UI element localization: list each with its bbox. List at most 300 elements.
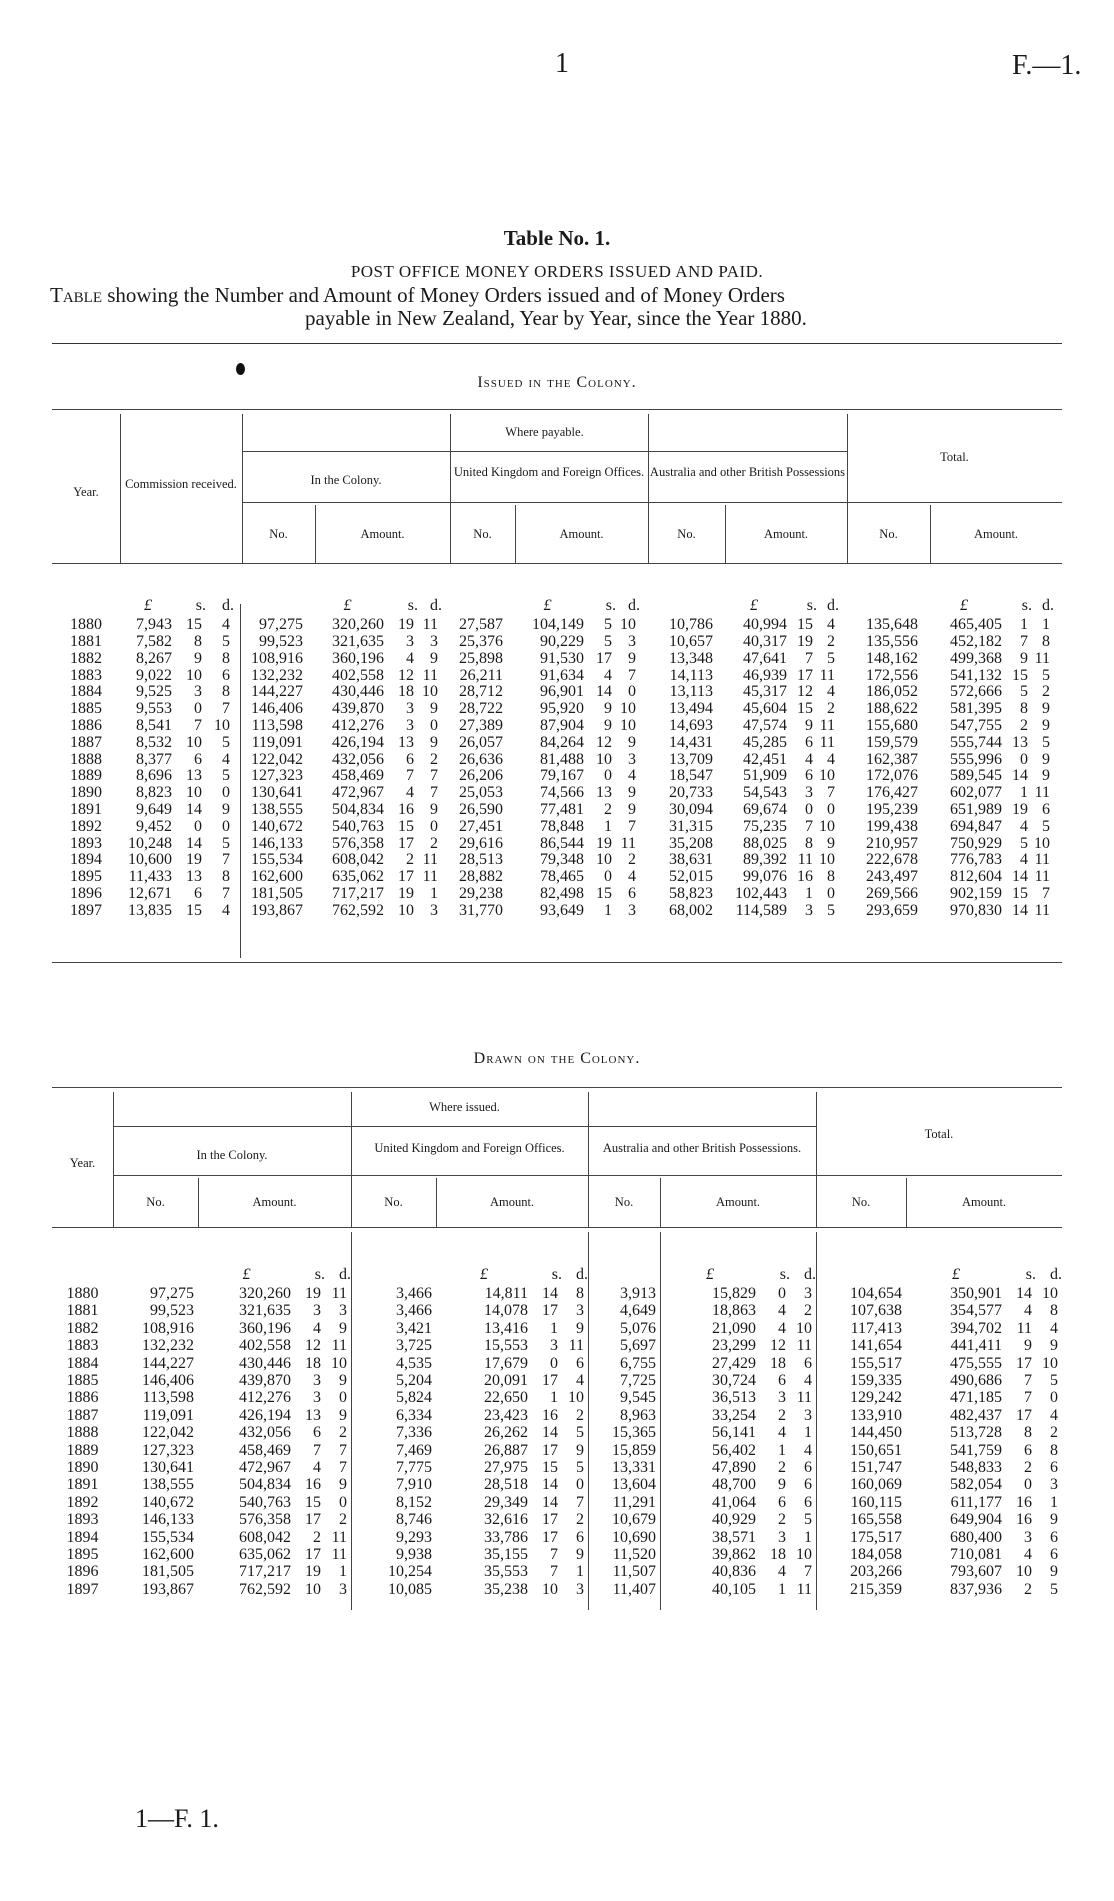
table-cell: 41,064 (712, 1493, 756, 1511)
table-cell: 16 (1016, 1511, 1032, 1529)
col-header-amount: Amount. (489, 1195, 535, 1209)
table-cell: 547,755 (950, 716, 1002, 734)
table-cell: 38,631 (669, 851, 713, 869)
table-cell: 5,076 (620, 1319, 656, 1337)
table-cell: 9 (805, 716, 813, 734)
table-cell: 6 (628, 884, 636, 902)
table-cell: 0 (827, 800, 835, 818)
table-cell: 13,113 (669, 683, 713, 701)
table-cell: 4 (804, 1372, 812, 1390)
table-cell: 35,238 (484, 1580, 528, 1598)
col-header-total: Total. (924, 1127, 954, 1141)
table-cell: 14 (596, 683, 612, 701)
table-cell: 108,916 (142, 1319, 194, 1337)
table-cell: 52,015 (669, 868, 713, 886)
table-cell: 45,285 (743, 733, 787, 751)
table-cell: 10 (398, 901, 414, 919)
table-cell: 11 (797, 851, 813, 869)
table-cell: 86,544 (540, 834, 584, 852)
table-cell: 14,811 (484, 1285, 528, 1303)
table-cell: 127,323 (142, 1441, 194, 1459)
table-cell: 75,235 (743, 817, 787, 835)
table-cell: 0 (430, 817, 438, 835)
table-cell: 499,368 (950, 649, 1002, 667)
table-cell: 54,543 (743, 784, 787, 802)
table-cell: 3,913 (620, 1285, 656, 1303)
table-cell: 9 (194, 649, 202, 667)
table-cell: 4 (1020, 817, 1028, 835)
table-cell: 471,185 (950, 1389, 1002, 1407)
table-cell: 77,481 (540, 800, 584, 818)
table-cell: 17,679 (484, 1354, 528, 1372)
table-cell: 5 (604, 616, 612, 634)
table-cell: 2 (339, 1511, 347, 1529)
blank-cell (52, 1264, 113, 1285)
table-row (52, 701, 1054, 718)
table-cell: 10,786 (669, 616, 713, 634)
blank-cell (839, 596, 922, 617)
col-header-amount: Amount. (763, 527, 809, 541)
table-cell: 13 (305, 1406, 321, 1424)
table-cell: 28,513 (459, 851, 503, 869)
table-cell: 144,227 (251, 683, 303, 701)
table-cell: 8 (1024, 1424, 1032, 1442)
table-cell: 837,936 (950, 1580, 1002, 1598)
table-cell: 1 (804, 1528, 812, 1546)
table-row (52, 734, 1054, 751)
table-cell: 10 (796, 1319, 812, 1337)
table-row (52, 1390, 1062, 1407)
table-cell: 1891 (66, 1476, 99, 1494)
table-cell: 589,545 (950, 767, 1002, 785)
table-cell: 394,702 (950, 1319, 1002, 1337)
table-cell: 0 (1020, 750, 1028, 768)
table-cell: 1895 (70, 868, 102, 886)
table-cell: 548,833 (950, 1458, 1002, 1476)
table-cell: 82,498 (540, 884, 584, 902)
table-cell: 1896 (70, 884, 102, 902)
table-cell: 40,317 (743, 632, 787, 650)
table-cell: 7 (1024, 1389, 1032, 1407)
table-cell: 3 (406, 716, 414, 734)
pence-label: d. (804, 1265, 816, 1283)
table-cell: 776,783 (950, 851, 1002, 869)
table-cell: 26,206 (459, 767, 503, 785)
table-row (52, 751, 1054, 768)
table-cell: 9 (1042, 767, 1050, 785)
table-cell: 1890 (66, 1458, 99, 1476)
table-rule (52, 1227, 1062, 1228)
table-cell: 6 (1050, 1528, 1058, 1546)
table-cell: 360,196 (332, 649, 384, 667)
table-cell: 88,025 (743, 834, 787, 852)
table-cell: 9 (339, 1319, 347, 1337)
col-header-amount: Amount. (715, 1195, 761, 1209)
table-cell: 27,451 (459, 817, 503, 835)
table-cell: 104,654 (850, 1285, 902, 1303)
table-cell: 6 (194, 750, 202, 768)
table-cell: 23,423 (484, 1406, 528, 1424)
table-cell: 13 (186, 868, 202, 886)
table-cell: 649,904 (950, 1511, 1002, 1529)
table-cell: 5 (576, 1424, 584, 1442)
table-cell: 4,649 (620, 1302, 656, 1320)
table-cell: 4 (827, 750, 835, 768)
table-cell: 472,967 (239, 1458, 291, 1476)
table-rule (242, 502, 1062, 503)
table-cell: 11 (819, 733, 835, 751)
table-cell: 15 (398, 817, 414, 835)
table-cell: 9 (430, 700, 438, 718)
table-cell: 20,091 (484, 1372, 528, 1390)
table-rule (113, 1126, 816, 1127)
table-cell: 3,725 (396, 1337, 432, 1355)
table-cell: 7 (194, 716, 202, 734)
drawn-section-title: Drawn on the Colony. (473, 1050, 641, 1067)
table-cell: 193,867 (142, 1580, 194, 1598)
table-cell: 17 (1016, 1354, 1032, 1372)
pound-symbol: £ (960, 597, 968, 615)
pound-symbol: £ (952, 1265, 960, 1283)
col-header-total: Total. (940, 450, 969, 464)
table-cell: 4,535 (396, 1354, 432, 1372)
table-cell: 11 (422, 666, 438, 684)
table-cell: 513,728 (950, 1424, 1002, 1442)
shillings-label: s. (605, 597, 616, 615)
col-header-no: No. (851, 1195, 871, 1209)
table-cell: 8 (1020, 700, 1028, 718)
table-cell: 1891 (70, 800, 102, 818)
table-cell: 812,604 (950, 868, 1002, 886)
table-cell: 2 (827, 700, 835, 718)
table-cell: 13 (596, 784, 612, 802)
table-cell: 10 (186, 733, 202, 751)
table-cell: 1 (604, 901, 612, 919)
table-cell: 4 (778, 1424, 786, 1442)
table-cell: 13,709 (669, 750, 713, 768)
table-row (52, 1546, 1062, 1563)
table-cell: 29,616 (459, 834, 503, 852)
table-cell: 10 (1016, 1563, 1032, 1581)
table-cell: 17 (1016, 1406, 1032, 1424)
table-cell: 7 (222, 851, 230, 869)
table-cell: 19 (596, 834, 612, 852)
table-cell: 0 (339, 1493, 347, 1511)
table-cell: 1884 (66, 1354, 99, 1372)
col-header-commission: Commission received. (125, 477, 237, 491)
table-cell: 162,600 (142, 1545, 194, 1563)
table-cell: 175,517 (850, 1528, 902, 1546)
pence-label: d. (827, 597, 839, 615)
table-cell: 9,293 (396, 1528, 432, 1546)
table-row (52, 818, 1054, 835)
table-cell: 193,867 (251, 901, 303, 919)
table-cell: 141,654 (850, 1337, 902, 1355)
table-cell: 68,002 (669, 901, 713, 919)
table-cell: 6 (222, 666, 230, 684)
table-cell: 4 (1020, 851, 1028, 869)
table-cell: 4 (628, 868, 636, 886)
table-row (52, 1442, 1062, 1459)
table-cell: 10 (1034, 834, 1050, 852)
table-cell: 93,649 (540, 901, 584, 919)
table-cell: 14 (1012, 901, 1028, 919)
table-cell: 1889 (66, 1441, 99, 1459)
table-cell: 10 (819, 817, 835, 835)
table-cell: 3,466 (396, 1285, 432, 1303)
table-cell: 402,558 (239, 1337, 291, 1355)
table-cell: 2 (406, 851, 414, 869)
table-cell: 7 (1020, 632, 1028, 650)
table-cell: 5 (222, 632, 230, 650)
table-cell: 7 (430, 767, 438, 785)
table-cell: 0 (805, 800, 813, 818)
table-cell: 10 (422, 683, 438, 701)
table-cell: 793,607 (950, 1563, 1002, 1581)
table-cell: 5,824 (396, 1389, 432, 1407)
blank-cell (816, 1264, 906, 1285)
table-cell: 2 (827, 632, 835, 650)
table-cell: 79,348 (540, 851, 584, 869)
table-cell: 16 (542, 1406, 558, 1424)
table-cell: 19 (1012, 800, 1028, 818)
table-cell: 17 (596, 649, 612, 667)
table-cell: 144,227 (142, 1354, 194, 1372)
blank-cell (588, 1264, 660, 1285)
table-cell: 99,523 (150, 1302, 194, 1320)
table-cell: 3 (804, 1285, 812, 1303)
table-cell: 269,566 (866, 884, 918, 902)
table-cell: 13,331 (612, 1458, 656, 1476)
table-cell: 138,555 (251, 800, 303, 818)
pence-label: d. (430, 597, 442, 615)
col-header-no: No. (384, 1195, 403, 1209)
shillings-label: s. (806, 597, 817, 615)
table-cell: 11 (796, 1580, 812, 1598)
table-cell: 694,847 (950, 817, 1002, 835)
table-cell: 14 (542, 1424, 558, 1442)
table-cell: 97,275 (259, 616, 303, 634)
table-cell: 717,217 (332, 884, 384, 902)
table-cell: 8,152 (396, 1493, 432, 1511)
table-cell: 8 (805, 834, 813, 852)
table-cell: 91,634 (540, 666, 584, 684)
table-cell: 576,358 (239, 1511, 291, 1529)
table-cell: 7 (406, 767, 414, 785)
table-cell: 0 (222, 817, 230, 835)
table-cell: 9 (628, 733, 636, 751)
page-reference: F.—1. (1012, 50, 1082, 81)
table-cell: 117,413 (850, 1319, 902, 1337)
table-cell: 8,823 (136, 784, 172, 802)
table-cell: 47,574 (743, 716, 787, 734)
table-cell: 14,431 (669, 733, 713, 751)
table-cell: 458,469 (239, 1441, 291, 1459)
table-cell: 555,744 (950, 733, 1002, 751)
table-cell: 432,056 (332, 750, 384, 768)
page-title: Table No. 1. (503, 226, 611, 250)
table-row (52, 1459, 1062, 1476)
table-cell: 20,733 (669, 784, 713, 802)
table-cell: 210,957 (866, 834, 918, 852)
table-cell: 146,406 (142, 1372, 194, 1390)
table-cell: 81,488 (540, 750, 584, 768)
col-header-where-issued: Where issued. (429, 1100, 500, 1114)
pound-symbol: £ (144, 597, 152, 615)
table-cell: 5 (1020, 683, 1028, 701)
table-row (52, 634, 1054, 651)
table-cell: 9 (604, 716, 612, 734)
table-cell: 6 (313, 1424, 321, 1442)
table-cell: 8 (1042, 632, 1050, 650)
table-row (52, 902, 1054, 919)
table-cell: 17 (542, 1372, 558, 1390)
table-cell: 17 (542, 1302, 558, 1320)
table-cell: 458,469 (332, 767, 384, 785)
table-cell: 6 (1042, 800, 1050, 818)
table-cell: 5,697 (620, 1337, 656, 1355)
table-cell: 119,091 (142, 1406, 194, 1424)
table-cell: 1 (550, 1319, 558, 1337)
table-cell: 1894 (66, 1528, 99, 1546)
table-cell: 9 (1020, 649, 1028, 667)
table-cell: 9 (339, 1406, 347, 1424)
table-cell: 11 (1034, 851, 1050, 869)
table-cell: 4 (805, 750, 813, 768)
page-subtitle: POST OFFICE MONEY ORDERS ISSUED AND PAID. (350, 262, 764, 281)
table-cell: 7,336 (396, 1424, 432, 1442)
table-cell: 15,859 (612, 1441, 656, 1459)
table-cell: 8 (576, 1285, 584, 1303)
table-cell: 7 (222, 700, 230, 718)
title-rule (52, 343, 1062, 344)
table-cell: 199,438 (866, 817, 918, 835)
page-footer: 1—F. 1. (135, 1804, 219, 1833)
shillings-label: s. (1021, 597, 1032, 615)
table-cell: 95,920 (540, 700, 584, 718)
table-cell: 11 (422, 868, 438, 886)
table-cell: 17 (542, 1511, 558, 1529)
table-cell: 203,266 (850, 1563, 902, 1581)
col-header-year: Year. (69, 1156, 96, 1170)
table-cell: 1887 (70, 733, 102, 751)
table-cell: 11 (1016, 1319, 1032, 1337)
table-cell: 14 (186, 800, 202, 818)
table-cell: 19 (305, 1285, 321, 1303)
table-cell: 5 (604, 632, 612, 650)
table-cell: 1885 (70, 700, 102, 718)
table-cell: 6 (804, 1458, 812, 1476)
table-cell: 27,975 (484, 1458, 528, 1476)
col-header-year: Year. (73, 485, 99, 499)
table-cell: 133,910 (850, 1406, 902, 1424)
table-cell: 3 (576, 1302, 584, 1320)
table-cell: 1 (576, 1563, 584, 1581)
table-cell: 15,365 (612, 1424, 656, 1442)
drawn-table (52, 1264, 1062, 1598)
table-cell: 4 (1024, 1545, 1032, 1563)
table-row (52, 1320, 1062, 1337)
table-cell: 27,587 (459, 616, 503, 634)
table-cell: 10 (1042, 1285, 1058, 1303)
table-cell: 28,722 (459, 700, 503, 718)
table-cell: 441,411 (950, 1337, 1002, 1355)
table-cell: 165,558 (850, 1511, 902, 1529)
table-cell: 3 (628, 750, 636, 768)
table-cell: 15 (797, 616, 813, 634)
table-cell: 150,651 (850, 1441, 902, 1459)
table-cell: 1894 (70, 851, 102, 869)
table-cell: 16 (398, 800, 414, 818)
table-cell: 7 (628, 666, 636, 684)
table-cell: 14 (542, 1493, 558, 1511)
table-cell: 3 (313, 1389, 321, 1407)
table-cell: 7 (827, 784, 835, 802)
table-cell: 11,291 (612, 1493, 656, 1511)
table-cell: 184,058 (850, 1545, 902, 1563)
table-cell: 3 (778, 1528, 786, 1546)
table-cell: 3 (805, 784, 813, 802)
table-cell: 195,239 (866, 800, 918, 818)
table-cell: 2 (430, 834, 438, 852)
pound-symbol: £ (750, 597, 758, 615)
table-rule (52, 962, 1062, 963)
table-cell: 3 (1050, 1476, 1058, 1494)
table-cell: 2 (1024, 1458, 1032, 1476)
page-number: 1 (555, 48, 569, 79)
table-cell: 8,267 (136, 649, 172, 667)
table-cell: 18 (770, 1545, 786, 1563)
table-cell: 4 (406, 649, 414, 667)
table-cell: 0 (1024, 1476, 1032, 1494)
table-cell: 9 (339, 1476, 347, 1494)
table-cell: 6 (804, 1493, 812, 1511)
table-cell: 17 (542, 1528, 558, 1546)
table-cell: 25,376 (459, 632, 503, 650)
table-cell: 172,076 (866, 767, 918, 785)
col-header-australia: Australia and other British Possessions. (602, 1141, 802, 1155)
table-cell: 130,641 (251, 784, 303, 802)
table-cell: 6 (805, 733, 813, 751)
table-cell: 11 (568, 1337, 584, 1355)
table-cell: 6,755 (620, 1354, 656, 1372)
table-cell: 8 (1050, 1302, 1058, 1320)
table-cell: 11 (331, 1337, 347, 1355)
blank-cell (52, 596, 120, 617)
table-cell: 555,996 (950, 750, 1002, 768)
col-header-where-payable: Where payable. (505, 425, 584, 439)
table-cell: 7,775 (396, 1458, 432, 1476)
table-cell: 14,693 (669, 716, 713, 734)
table-cell: 9 (628, 649, 636, 667)
table-cell: 122,042 (251, 750, 303, 768)
table-cell: 1896 (66, 1563, 99, 1581)
table-cell: 155,517 (850, 1354, 902, 1372)
table-cell: 144,450 (850, 1424, 902, 1442)
table-cell: 3 (576, 1580, 584, 1598)
blank-cell (234, 596, 307, 617)
table-cell: 5 (804, 1511, 812, 1529)
table-cell: 188,622 (866, 700, 918, 718)
col-header-uk: United Kingdom and Foreign Offices. (374, 1141, 565, 1155)
table-cell: 11 (819, 716, 835, 734)
table-row (52, 1355, 1062, 1372)
table-cell: 0 (194, 700, 202, 718)
table-cell: 14 (542, 1476, 558, 1494)
table-cell: 9 (827, 834, 835, 852)
table-cell: 13 (398, 733, 414, 751)
table-cell: 29,349 (484, 1493, 528, 1511)
